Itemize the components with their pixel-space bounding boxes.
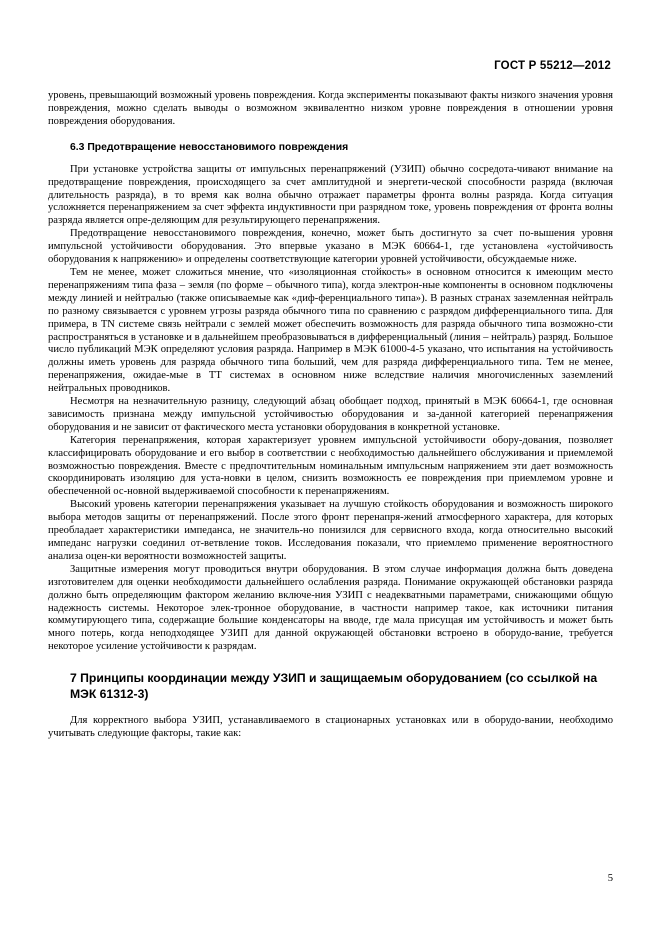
paragraph: Несмотря на незначительную разницу, следующий абзац обобщает подход, принятый в МЭК 60664-1, где основная зависимость признана между импульсной устойчивостью оборудования и за-данной категорией перенапряжения оборудования и не зависит от фактического места установки оборудования в конкретной установке. [48,396,613,433]
paragraph: При установке устройства защиты от импульсных перенапряжений (УЗИП) обычно сосредота-чивают внимание на предотвращение повреждения, происходящего за счет амплитудной и энергети-ческой способности разряда (включая длительность разряда), в то время как волна обычно отражает параметры фронта волны разряда. Когда ситуация усложняется перенапряжением за счет эффекта индуктивности при разрядном токе, уровень повреждения от фронта волны разряда является опре-деляющим для результирующего перенапряжения. [48,163,613,227]
section-heading-6-3: 6.3 Предотвращение невосстановимого повреждения [70,141,349,153]
paragraph: Тем не менее, может сложиться мнение, что «изоляционная стойкость» в основном относится к имеющим место перенапряжениям типа фаза – земля (по форме – обычного типа), когда электрон-ные компоненты в основном подключены между линией и нейтралью (также описываемые как «диф-ференциального типа»). В разных странах заземленная нейтраль по разному связывается с уровнем угрозы разряда обычного типа по сравнению с разрядом дифференциального типа. Для примера, в TN системе связь нейтрали с землей может обеспечить возможность для разряда обычного типа возможно-сти распространяться в установке и в дальнейшем преобразовываться в дифференциальный (линия – нейтраль) разряд. Большое число публикаций МЭК определяют условия разряда. Например в МЭК 61000-4-5 указано, что испытания на устойчивость должны иметь уровень для разряда обычного типа больший, чем для разряда дифференциального типа. Тем не менее, перенапряжения, ожидае-мые в ТТ системах в основном ниже вследствие наличия многочисленных заземлений нейтральных проводников. [48,266,613,395]
paragraph: Категория перенапряжения, которая характеризует уровнем импульсной устойчивости обору-дования, позволяет классифицировать оборудование и его выбор в соответствии с необходимостью дальнейшего обслуживания и приемлемой возможностью повреждения. Вместе с предпочтительным номинальным импульсным напряжением эти дает возможность скоординировать изоляцию для уста-новки в целом, снизить возможность ее повреждения при приемлемом уровне и обеспеченной ос-новной выдерживаемой способности к перенапряжениям. [48,434,613,498]
section-heading-7: 7 Принципы координации между УЗИП и защищаемым оборудованием (со ссылкой на МЭК 61312-3) [70,671,598,702]
document-body [48,90,613,741]
paragraph: Предотвращение невосстановимого повреждения, конечно, может быть достигнуто за счет по-вышения уровня импульсной устойчивости оборудования. Это впервые указано в МЭК 60664-1, где установлена «устойчивость оборудования к напряжению» и определены соответствующие категории уровней устойчивости, обсуждаемые ниже. [48,228,613,266]
paragraph: Для корректного выбора УЗИП, устанавливаемого в стационарных установках или в оборудо-вании, необходимо учитывать следующие факторы, такие как: [48,715,613,740]
page-number: 5 [607,873,613,884]
page-header: ГОСТ Р 55212—2012 [494,60,611,72]
intro-paragraph: уровень, превышающий возможный уровень повреждения. Когда эксперименты показывают факты низкого значения уровня повреждения, можно сделать выводы о возможном эквивалентно низком уровне повреждения в отношении уровня повреждения оборудования. [48,90,613,127]
paragraph: Высокий уровень категории перенапряжения указывает на лучшую стойкость оборудования и возможность широкого выбора методов защиты от перенапряжений. После этого фронт перенапря-жений атмосферного характера, для которых преобладает характеристики импеданса, не значитель-но понизился для сервисного входа, когда относительно высокий импеданс нагрузки соединил от-ветвление токов. Исследования показали, что приемлемо применение вероятностного анализа оцен-ки вероятности возможностей защиты. [48,499,613,562]
paragraph: Защитные измерения могут проводиться внутри оборудования. В этом случае информация должна быть доведена изготовителем для оценки необходимости дальнейшего ослабления разряда. Понимание окружающей обстановки разряда должно быть определяющим фактором желанию включе-ния УЗИП с неадекватными параметрами, снижающими общую надежность системы. Некоторое элек-тронное оборудование, в частности например такое, как источники питания коммутирующего типа, содержащие большие конденсаторы на вводе, где мала присущая им устойчивость и может быть много потерь, когда неподходящее УЗИП для данной окружающей обстановки встроено в оборудо-вание, требуется некоторое усиление устойчивости к разрядам. [48,563,613,653]
